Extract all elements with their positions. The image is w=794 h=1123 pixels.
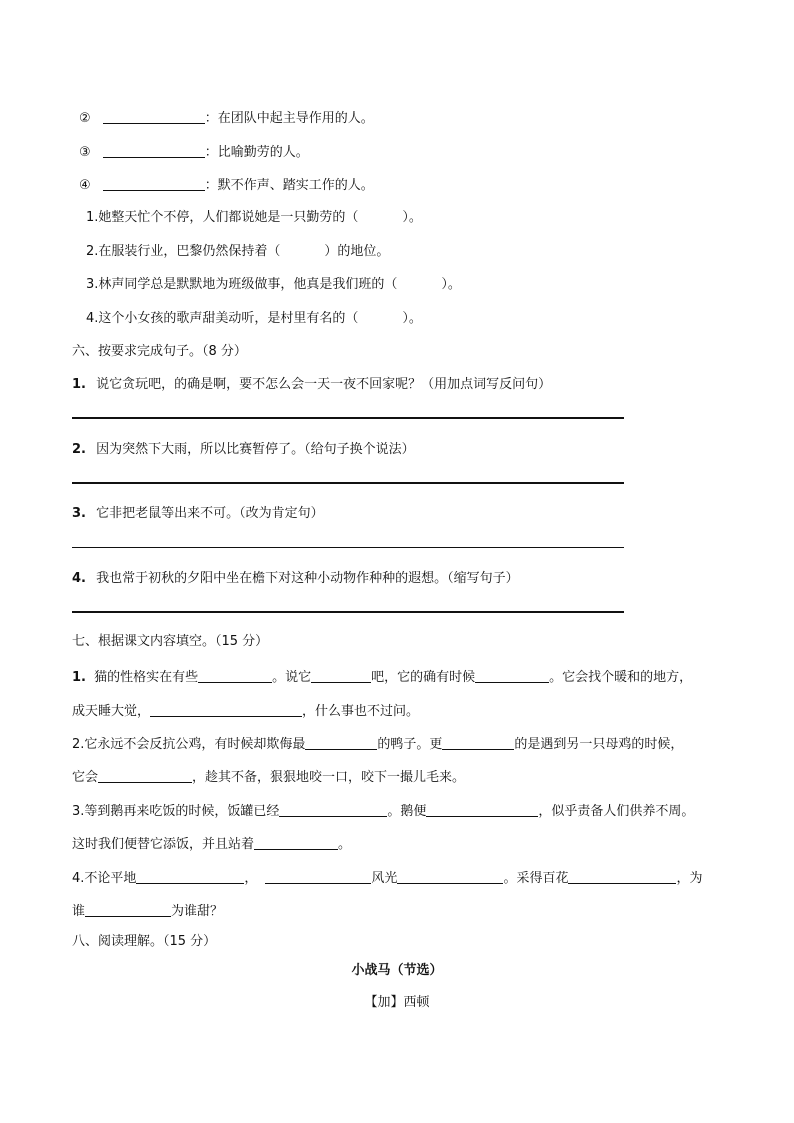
sentence-text: 2.在服装行业，巴黎仍然保持着（ — [86, 244, 281, 259]
fill-sentence — [86, 310, 422, 328]
cloze-text: 风光 — [371, 871, 398, 886]
section-heading: 八、阅读理解。（15 分） — [72, 934, 217, 949]
word-def-row — [79, 109, 374, 128]
definition-text: ：在团队中起主导作用的人。 — [204, 111, 374, 126]
cloze-text: 的是遇到另一只母鸡的时候， — [514, 737, 684, 752]
answer-blank[interactable] — [98, 768, 192, 783]
passage-title: 小战马（节选） — [351, 963, 443, 978]
answer-blank[interactable] — [397, 869, 503, 884]
section-heading: 七、根据课文内容填空。（15 分） — [72, 634, 269, 649]
section-heading: 六、按要求完成句子。（8 分） — [72, 344, 247, 359]
cloze-text: ，似乎责备人们供养不周。 — [538, 804, 695, 819]
cloze-text: 。说它 — [272, 670, 312, 685]
cloze-line — [72, 702, 419, 721]
answer-blank[interactable] — [85, 902, 171, 917]
question-number: 2. — [72, 442, 86, 457]
cloze-text: 2.它永远不会反抗公鸡，有时候却欺侮最 — [72, 737, 306, 752]
question-item — [72, 505, 324, 523]
cloze-line — [72, 668, 692, 687]
cloze-text: 。鹅便 — [387, 804, 427, 819]
cloze-text: 。采得百花 — [503, 871, 569, 886]
question-number: 3. — [72, 506, 86, 521]
passage-author: 【加】西顿 — [364, 995, 430, 1010]
cloze-line — [72, 802, 694, 821]
cloze-text: 吧，它的确有时候 — [371, 670, 476, 685]
answer-line[interactable] — [72, 611, 624, 613]
sentence-text: ）的地位。 — [324, 244, 390, 259]
answer-line[interactable] — [72, 547, 624, 548]
question-text: 我也常于初秋的夕阳中坐在檐下对这种小动物作种种的遐想。（缩写句子） — [96, 571, 519, 586]
question-number: 4. — [72, 571, 86, 586]
answer-blank[interactable] — [198, 668, 272, 683]
sentence-text: ）。 — [402, 311, 422, 326]
fill-sentence — [86, 209, 422, 227]
answer-blank[interactable] — [568, 869, 676, 884]
cloze-text: ， — [244, 871, 258, 886]
cloze-text: 3.等到鹅再来吃饭的时候，饭罐已经 — [72, 804, 280, 819]
cloze-line — [72, 902, 223, 921]
cloze-text: 它会 — [72, 770, 99, 785]
answer-blank[interactable] — [475, 668, 549, 683]
answer-blank[interactable] — [426, 802, 538, 817]
cloze-text: 4.不论平地 — [72, 871, 137, 886]
answer-blank[interactable] — [442, 735, 514, 750]
answer-blank[interactable] — [279, 802, 387, 817]
question-number: 1. — [72, 670, 86, 685]
answer-blank[interactable] — [265, 869, 371, 884]
definition-text: ：比喻勤劳的人。 — [204, 145, 309, 160]
sentence-text: 1.她整天忙个不停，人们都说她是一只勤劳的（ — [86, 210, 359, 225]
answer-blank[interactable] — [103, 176, 205, 191]
cloze-text: 为谁甜？ — [171, 904, 224, 919]
word-def-row — [79, 143, 309, 162]
answer-blank[interactable] — [305, 735, 377, 750]
cloze-line — [72, 768, 465, 787]
question-item — [72, 570, 519, 588]
cloze-text: 谁 — [72, 904, 86, 919]
question-text: 它非把老鼠等出来不可。（改为肯定句） — [96, 506, 324, 521]
answer-blank[interactable] — [254, 835, 338, 850]
cloze-line — [72, 835, 351, 854]
question-text: 说它贪玩吧，的确是啊，要不怎么会一天一夜不回家呢？（用加点词写反问句） — [96, 377, 552, 392]
cloze-text: 成天睡大觉， — [72, 704, 151, 719]
question-item — [72, 376, 551, 394]
question-item — [72, 441, 415, 459]
cloze-text: ，为 — [676, 871, 703, 886]
item-marker: ② — [79, 111, 91, 126]
item-marker: ③ — [79, 145, 91, 160]
item-marker: ④ — [79, 178, 91, 193]
cloze-text: 。 — [338, 837, 352, 852]
cloze-text: 这时我们便替它添饭，并且站着 — [72, 837, 255, 852]
answer-blank[interactable] — [150, 702, 302, 717]
cloze-text: 猫的性格实在有些 — [94, 670, 199, 685]
sentence-text: ）。 — [402, 210, 422, 225]
cloze-text: ，什么事也不过问。 — [302, 704, 420, 719]
word-def-row — [79, 176, 374, 195]
sentence-text: ）。 — [441, 277, 461, 292]
answer-line[interactable] — [72, 417, 624, 419]
answer-blank[interactable] — [136, 869, 244, 884]
cloze-text: 。它会找个暖和的地方， — [549, 670, 693, 685]
cloze-text: ，趁其不备，狠狠地咬一口，咬下一撮儿毛来。 — [192, 770, 466, 785]
fill-sentence — [86, 276, 461, 294]
sentence-text: 3.林声同学总是默默地为班级做事，他真是我们班的（ — [86, 277, 398, 292]
question-text: 因为突然下大雨，所以比赛暂停了。（给句子换个说法） — [96, 442, 415, 457]
cloze-text: 的鸭子。更 — [377, 737, 443, 752]
answer-blank[interactable] — [103, 109, 205, 124]
answer-line[interactable] — [72, 482, 624, 484]
definition-text: ：默不作声、踏实工作的人。 — [204, 178, 374, 193]
sentence-text: 4.这个小女孩的歌声甜美动听，是村里有名的（ — [86, 311, 359, 326]
question-number: 1. — [72, 377, 86, 392]
fill-sentence — [86, 243, 389, 261]
answer-blank[interactable] — [103, 143, 205, 158]
answer-blank[interactable] — [311, 668, 371, 683]
cloze-line — [72, 869, 702, 888]
cloze-line — [72, 735, 683, 754]
